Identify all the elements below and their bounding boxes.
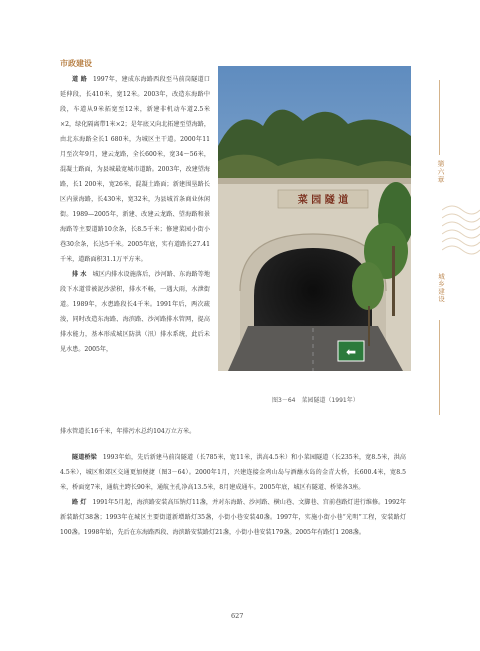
road-sign-arrow: ⬅ xyxy=(345,345,357,359)
tunnel-photo xyxy=(218,66,411,371)
paragraph-label: 隧道桥梁 xyxy=(72,454,97,461)
paragraph-drainage xyxy=(60,267,210,357)
paragraph-roads xyxy=(60,72,210,267)
decorative-wave-icon xyxy=(442,200,480,260)
side-divider-top xyxy=(439,80,440,155)
paragraph-text: 1991年5月起，海滨路安装高压钠灯11盏，并对东海路、沙河路、横山巷、文脚巷、宫前巷路灯进行维修。1992年新装路灯38盏；1993年在城区主要街道新增路灯35盏，小街小巷安装40盏。1997年，实施小街小巷“光明”工程，安装路灯100盏。1998年始，先后在东海路西段、海滨路安装路灯21盏，小街小巷安装179盏。2005年有路灯1 208盏。 xyxy=(60,499,406,536)
full-width-text xyxy=(60,450,406,540)
section-heading: 市政建设 xyxy=(60,58,92,68)
page-number: 627 xyxy=(231,612,244,620)
paragraph-text: 1993年始，先后新建马前岗隧道（长785米，宽11米，洪高4.5米）和小菜园隧道（长235米，宽8.5米，洪高4.5米），城区和郊区交通更加便捷（图3－64）。2000年1月，兴建连接金鸡山岛与酒蘸水岛的金青大桥，长600.4米，宽8.5米，桥面宽7米，通航主跨长90米，通航主孔净高13.5米，8月建成通车。2005年底，城区有隧道、桥梁各3座。 xyxy=(60,454,407,491)
paragraph-streetlights xyxy=(60,495,406,540)
paragraph-tunnels-bridges xyxy=(60,450,406,495)
paragraph-label: 排 水 xyxy=(72,271,87,278)
figure-caption: 图3－64 菜园隧道（1991年） xyxy=(272,397,359,404)
side-chapter-label: 第六章 xyxy=(437,160,445,184)
paragraph-text: 1997年，建成东海路西段至马前岗隧道口延伸段，长410米，宽12米。2003年，改造东海路中段，车道从9米拓宽至12米，新建非机动车道2.5米×2，绿化隔离带1米×2；是年底又向北拓建至望海路，由北东海路全长1 680米，为城区主干道。2000年11月至次年9月，建云龙路，全长600米，宽34～56米，混凝土路面，为县城最宽城市道路。2003年，改建望海路，长1 200米，宽26米，混凝土路面；新建围垦路长区内景海路，长430米，宽32米，为县城首条商业休闲街。1989—2005年，新建、改建云龙路、望海路和景海路等主要道路10余条，长8.5千米；修建菜园小街小巷30余条，长达5千米。2005年底，实有道路长27.41千米，道路面积31.1万平方米。 xyxy=(60,76,210,263)
left-column xyxy=(60,72,210,357)
paragraph-label: 路 灯 xyxy=(72,499,87,506)
tunnel-sign-text: 菜 园 隧 道 xyxy=(297,195,349,206)
side-divider-bottom xyxy=(439,320,440,415)
side-section-title: 城乡建设 xyxy=(437,273,445,303)
paragraph-text: 城区内排水设施落后，沙河路、东海路等地段下水道常被泥沙淤积，排水不畅，一遇大雨，水泄街道。1989年，水患路段长4千米。1991年后，两次疏浚，同时改造东海路、海滨路、沙河路排水管网，提高排水能力，基本形成城区防洪（汛）排水系统，此后未见水患。2005年， xyxy=(60,271,211,353)
drainage-continuation: 排水管道长16千米，年排污水总约104万立方米。 xyxy=(60,428,196,435)
paragraph-label: 道 路 xyxy=(72,76,88,83)
